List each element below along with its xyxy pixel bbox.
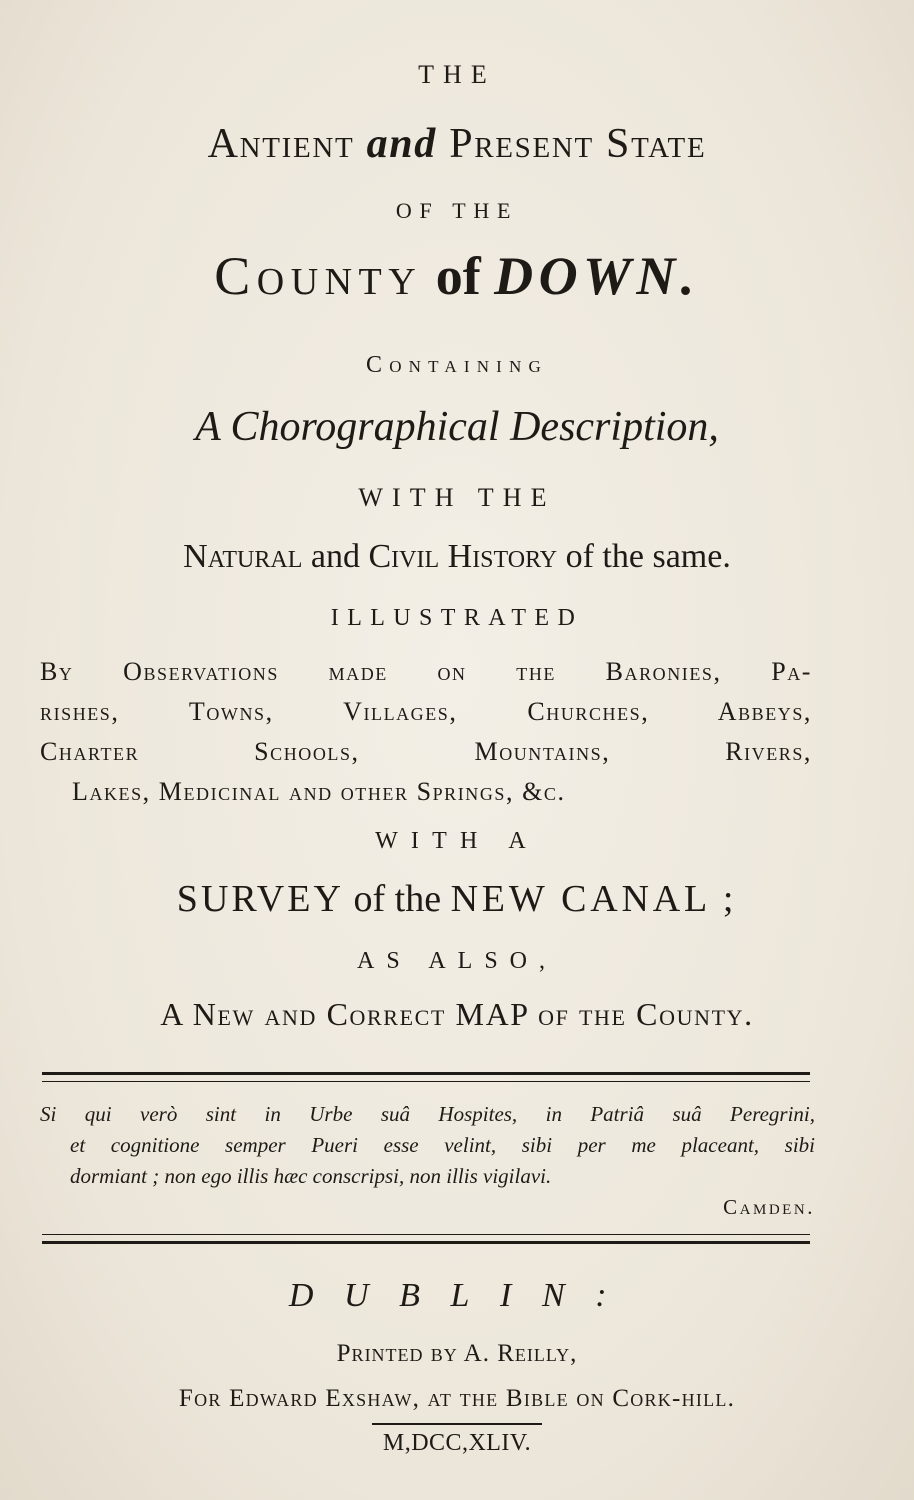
survey-line — [0, 877, 914, 921]
description-line-3: Charter Schools, Mountains, Rivers, — [40, 737, 812, 766]
imprint-printer: Printed by A. Reilly, — [336, 1340, 578, 1367]
present-state-words: Present State — [449, 121, 707, 167]
motto-line-1: Si qui verò sint in Urbe suâ Hospites, in Patriâ suâ Peregrini, — [40, 1102, 815, 1126]
double-rule-top-thin — [42, 1081, 810, 1082]
of-word: of — [435, 246, 481, 306]
imprint-city: DUBLIN: — [288, 1277, 638, 1314]
new-canal-words: NEW CANAL ; — [450, 878, 738, 920]
the-heading: THE — [418, 60, 496, 89]
of-the-words: of the — [353, 878, 442, 920]
imprint-bookseller: For Edward Exshaw, at the Bible on Cork-hill. — [178, 1385, 736, 1412]
survey-word: SURVEY — [176, 878, 344, 920]
with-the-heading: WITH THE — [358, 483, 556, 512]
with-a-heading: WITH A — [375, 828, 539, 854]
chorographical-description: A Chorographical Description, — [195, 404, 719, 450]
down-word: DOWN. — [494, 246, 700, 306]
latin-motto — [40, 1099, 815, 1223]
containing-heading: Containing — [365, 352, 548, 378]
motto-line-3: dormiant ; non ego illis hæc conscripsi, non illis vigilavi. — [70, 1164, 552, 1188]
map-line: A New and Correct MAP of the County. — [160, 996, 754, 1032]
year-overline — [372, 1423, 542, 1425]
main-title-line1 — [0, 120, 914, 168]
description-line-2: rishes, Towns, Villages, Churches, Abbeys, — [40, 697, 812, 726]
year-overline-wrap — [0, 1423, 914, 1425]
county-word: County — [214, 246, 423, 306]
of-the-heading: OF THE — [395, 198, 519, 223]
and-word-2: and — [310, 538, 360, 575]
illustrated-heading: ILLUSTRATED — [330, 605, 584, 631]
double-rule-bottom-thin — [42, 1234, 810, 1235]
motto-line-2: et cognitione semper Pueri esse velint, sibi per me placeant, sibi — [70, 1133, 815, 1157]
antient-word: Antient — [207, 121, 355, 167]
motto-attribution: Camden. — [723, 1195, 815, 1219]
double-rule-top-thick — [42, 1072, 810, 1075]
and-word: and — [366, 121, 437, 167]
of-the-same-words: of the same. — [565, 538, 731, 575]
description-line-1: By Observations made on the Baronies, Pa- — [40, 657, 812, 686]
imprint-year: M,DCC,XLIV. — [382, 1430, 532, 1456]
description-line-4: Lakes, Medicinal and other Springs, &c. — [72, 777, 566, 806]
description-paragraph — [40, 652, 812, 812]
double-rule-bottom-thick — [42, 1241, 810, 1244]
natural-civil-history — [0, 538, 914, 576]
natural-word: Natural — [183, 538, 303, 575]
as-also-heading: AS ALSO, — [356, 948, 558, 974]
civil-history-words: Civil History — [368, 538, 558, 575]
main-title-line2 — [0, 245, 914, 307]
